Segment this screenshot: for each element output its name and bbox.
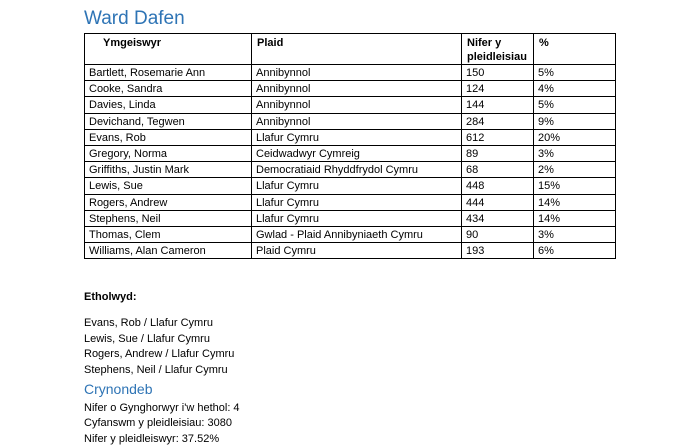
cell-percent: 9% — [534, 113, 616, 129]
cell-candidate: Gregory, Norma — [85, 145, 252, 161]
cell-votes: 434 — [462, 210, 534, 226]
elected-item: Rogers, Andrew / Llafur Cymru — [84, 348, 235, 360]
cell-candidate: Cooke, Sandra — [85, 81, 252, 97]
table-row — [85, 97, 616, 113]
cell-candidate: Evans, Rob — [85, 129, 252, 145]
cell-party: Llafur Cymru — [252, 194, 462, 210]
cell-percent: 15% — [534, 178, 616, 194]
cell-percent: 14% — [534, 194, 616, 210]
cell-candidate: Thomas, Clem — [85, 226, 252, 242]
table-row — [85, 194, 616, 210]
header-party: Plaid — [252, 34, 462, 65]
cell-percent: 4% — [534, 81, 616, 97]
cell-party: Gwlad - Plaid Annibyniaeth Cymru — [252, 226, 462, 242]
header-percent: % — [534, 34, 616, 65]
cell-candidate: Devichand, Tegwen — [85, 113, 252, 129]
cell-votes: 90 — [462, 226, 534, 242]
cell-percent: 5% — [534, 65, 616, 81]
cell-percent: 6% — [534, 243, 616, 259]
cell-party: Annibynnol — [252, 65, 462, 81]
cell-candidate: Griffiths, Justin Mark — [85, 162, 252, 178]
cell-votes: 284 — [462, 113, 534, 129]
cell-party: Annibynnol — [252, 113, 462, 129]
elected-item: Evans, Rob / Llafur Cymru — [84, 317, 213, 329]
cell-votes: 448 — [462, 178, 534, 194]
elected-item: Lewis, Sue / Llafur Cymru — [84, 332, 210, 345]
cell-candidate: Lewis, Sue — [85, 178, 252, 194]
summary-item: Nifer o Gynghorwyr i'w hethol: 4 — [84, 402, 240, 414]
elected-list — [84, 316, 234, 378]
cell-votes: 124 — [462, 81, 534, 97]
cell-candidate: Stephens, Neil — [85, 210, 252, 226]
cell-percent: 5% — [534, 97, 616, 113]
ward-heading: Ward Dafen — [84, 8, 185, 29]
cell-votes: 150 — [462, 65, 534, 81]
summary-item: Nifer y pleidleiswyr: 37.52% — [84, 432, 220, 445]
results-body — [85, 65, 616, 259]
summary-list — [84, 401, 240, 447]
results-table — [84, 33, 616, 259]
table-row — [85, 65, 616, 81]
cell-votes: 68 — [462, 162, 534, 178]
cell-votes: 193 — [462, 243, 534, 259]
cell-party: Annibynnol — [252, 97, 462, 113]
cell-percent: 3% — [534, 145, 616, 161]
table-row — [85, 81, 616, 97]
cell-party: Democratiaid Rhyddfrydol Cymru — [252, 162, 462, 178]
table-row — [85, 243, 616, 259]
table-header-row — [85, 34, 616, 65]
summary-item: Cyfanswm y pleidleisiau: 3080 — [84, 417, 232, 430]
cell-percent: 14% — [534, 210, 616, 226]
cell-party: Plaid Cymru — [252, 243, 462, 259]
cell-percent: 20% — [534, 129, 616, 145]
cell-percent: 2% — [534, 162, 616, 178]
elected-title: Etholwyd: — [84, 291, 137, 303]
summary-heading: Crynondeb — [84, 381, 153, 397]
cell-candidate: Bartlett, Rosemarie Ann — [85, 65, 252, 81]
cell-party: Llafur Cymru — [252, 210, 462, 226]
table-row — [85, 178, 616, 194]
cell-party: Llafur Cymru — [252, 178, 462, 194]
cell-votes: 144 — [462, 97, 534, 113]
cell-votes: 444 — [462, 194, 534, 210]
elected-item: Stephens, Neil / Llafur Cymru — [84, 363, 228, 376]
cell-party: Llafur Cymru — [252, 129, 462, 145]
header-votes: Nifer y pleidleisiau — [462, 34, 534, 65]
table-row — [85, 210, 616, 226]
table-row — [85, 129, 616, 145]
cell-party: Ceidwadwyr Cymreig — [252, 145, 462, 161]
table-row — [85, 113, 616, 129]
table-row — [85, 226, 616, 242]
table-row — [85, 162, 616, 178]
cell-votes: 612 — [462, 129, 534, 145]
table-row — [85, 145, 616, 161]
cell-percent: 3% — [534, 226, 616, 242]
cell-party: Annibynnol — [252, 81, 462, 97]
cell-candidate: Davies, Linda — [85, 97, 252, 113]
cell-candidate: Williams, Alan Cameron — [85, 243, 252, 259]
cell-candidate: Rogers, Andrew — [85, 194, 252, 210]
header-candidate: Ymgeiswyr — [85, 34, 252, 65]
cell-votes: 89 — [462, 145, 534, 161]
